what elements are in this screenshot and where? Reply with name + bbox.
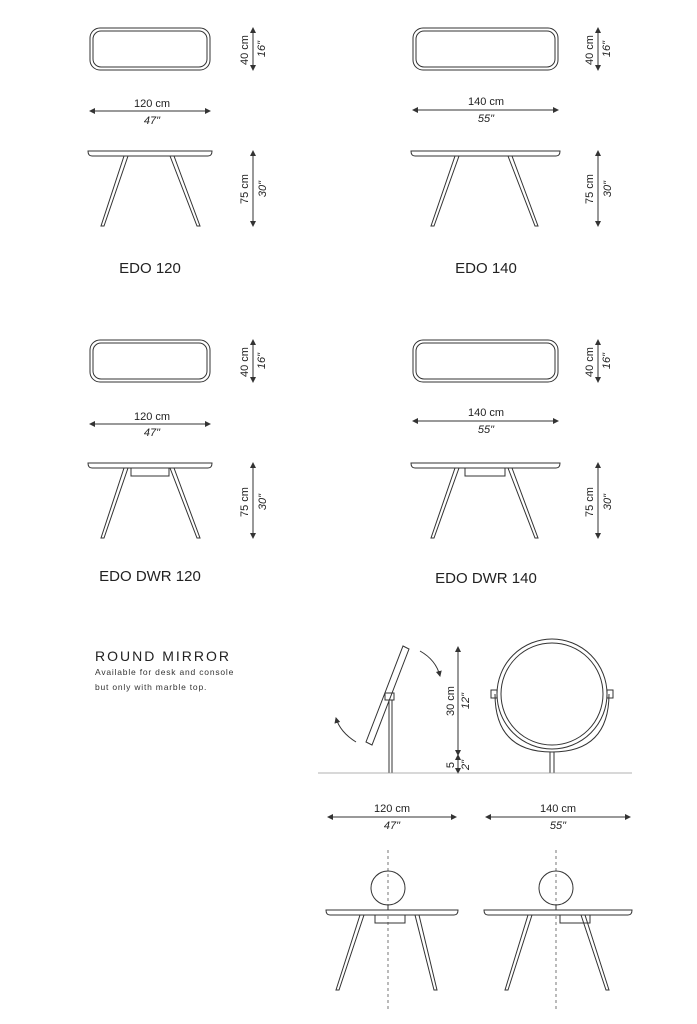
- mirror-pivot: [607, 690, 613, 698]
- mirror-note-line-2: but only with marble top.: [95, 682, 208, 692]
- top-view-outline: [413, 340, 558, 382]
- table-leg: [505, 915, 532, 990]
- table-leg: [415, 915, 437, 990]
- depth-in-label: 16": [601, 40, 613, 58]
- width-in-label: 47": [143, 115, 161, 127]
- table-top: [484, 910, 632, 915]
- width-cm-label: 140 cm: [467, 407, 505, 419]
- depth-in-label: 16": [256, 352, 268, 370]
- table-leg: [101, 468, 128, 538]
- table-leg: [581, 915, 609, 990]
- mirror-side-view: [336, 646, 440, 773]
- top-view-inner: [416, 31, 555, 67]
- height-in-label: 30": [257, 180, 269, 198]
- width-in-label: 47": [143, 427, 161, 439]
- height-in-label: 30": [257, 493, 269, 511]
- mirror-frame: [497, 639, 607, 749]
- model-name: EDO 140: [455, 260, 517, 277]
- drawer: [465, 468, 505, 476]
- variant-edo-dwr-120: [88, 340, 269, 585]
- depth-in-label: 16": [256, 40, 268, 58]
- table-leg: [431, 156, 459, 226]
- depth-cm-label: 40 cm: [584, 35, 596, 65]
- height-cm-label: 75 cm: [239, 174, 251, 204]
- mirror-table-120: [326, 803, 458, 1012]
- table-top: [411, 463, 560, 468]
- depth-cm-label: 40 cm: [239, 347, 251, 377]
- mirror-height-cm-label: 30 cm: [445, 686, 457, 716]
- width-cm-label: 120 cm: [133, 411, 171, 423]
- variant-edo-120: [88, 28, 269, 277]
- table-top: [88, 151, 212, 156]
- width-in-label: 55": [549, 820, 567, 832]
- width-in-label: 55": [477, 424, 495, 436]
- depth-cm-label: 40 cm: [239, 35, 251, 65]
- width-cm-label: 120 cm: [133, 98, 171, 110]
- table-leg: [101, 156, 128, 226]
- table-top: [411, 151, 560, 156]
- table-leg: [508, 156, 538, 226]
- top-view-inner: [93, 343, 207, 379]
- mirror-base-cm-label: 5: [445, 761, 457, 769]
- mirror-height-in-label: 12": [460, 692, 472, 710]
- width-cm-label: 140 cm: [539, 803, 577, 815]
- height-cm-label: 75 cm: [584, 487, 596, 517]
- top-view-outline: [413, 28, 558, 70]
- table-leg: [170, 468, 200, 538]
- width-cm-label: 120 cm: [373, 803, 411, 815]
- top-view-inner: [416, 343, 555, 379]
- table-leg: [170, 156, 200, 226]
- variant-edo-140: [411, 28, 614, 277]
- top-view-outline: [90, 28, 210, 70]
- round-mirror-section: [95, 639, 632, 1012]
- width-in-label: 47": [383, 820, 401, 832]
- drawer: [375, 915, 405, 923]
- width-cm-label: 140 cm: [467, 96, 505, 108]
- mirror-table-140: [484, 803, 632, 1012]
- depth-cm-label: 40 cm: [584, 347, 596, 377]
- model-name: EDO 120: [119, 260, 181, 277]
- mirror-front-view: [491, 639, 613, 773]
- height-cm-label: 75 cm: [239, 487, 251, 517]
- top-view-inner: [93, 31, 207, 67]
- table-leg: [336, 915, 364, 990]
- top-view-outline: [90, 340, 210, 382]
- table-leg: [431, 468, 459, 538]
- mirror-title: ROUND MIRROR: [95, 648, 231, 664]
- mirror-note-line-1: Available for desk and console: [95, 667, 235, 677]
- mirror-panel: [366, 646, 409, 745]
- depth-in-label: 16": [601, 352, 613, 370]
- rotate-arrow-icon: [336, 718, 356, 742]
- drawer: [131, 468, 169, 476]
- height-in-label: 30": [602, 493, 614, 511]
- table-top: [326, 910, 458, 915]
- table-leg: [508, 468, 538, 538]
- model-name: EDO DWR 140: [435, 570, 537, 587]
- model-name: EDO DWR 120: [99, 568, 201, 585]
- variant-edo-dwr-140: [411, 340, 614, 587]
- mirror-base-in-label: 2": [460, 759, 472, 771]
- mirror-yoke: [495, 694, 609, 752]
- mirror-glass: [501, 643, 603, 745]
- mirror-pivot: [491, 690, 497, 698]
- width-in-label: 55": [477, 113, 495, 125]
- height-in-label: 30": [602, 180, 614, 198]
- rotate-arrow-icon: [420, 651, 440, 676]
- table-top: [88, 463, 212, 468]
- height-cm-label: 75 cm: [584, 174, 596, 204]
